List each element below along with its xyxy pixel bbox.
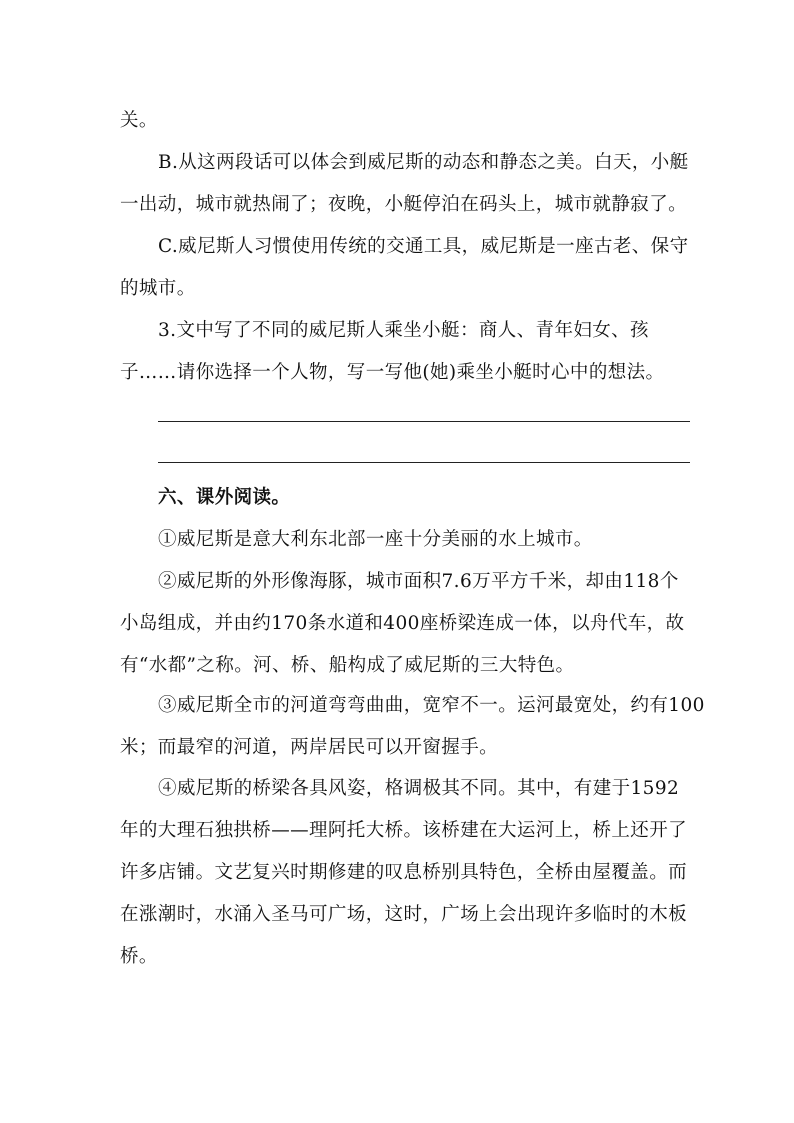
paragraph-3-line-2: 米；而最窄的河道，两岸居民可以开窗握手。 xyxy=(120,737,499,758)
paragraph-4-line-2: 年的大理石独拱桥——理阿托大桥。该桥建在大运河上，桥上还开了 xyxy=(120,820,688,841)
answer-blank-line-2[interactable] xyxy=(158,462,690,463)
paragraph-4-line-4: 在涨潮时，水涌入圣马可广场，这时，广场上会出现许多临时的木板 xyxy=(120,904,688,925)
option-c-line-2: 的城市。 xyxy=(120,278,196,299)
paragraph-4-line-3: 许多店铺。文艺复兴时期修建的叹息桥别具特色，全桥由屋覆盖。而 xyxy=(120,862,688,883)
answer-blank-line-1[interactable] xyxy=(158,421,690,422)
paragraph-2-line-3: 有“水都”之称。河、桥、船构成了威尼斯的三大特色。 xyxy=(120,655,575,676)
option-b-line-1: B.从这两段话可以体会到威尼斯的动态和静态之美。白天，小艇 xyxy=(158,152,689,173)
text-line-continuation: 关。 xyxy=(120,110,158,131)
paragraph-4-line-5: 桥。 xyxy=(120,946,158,967)
option-c-line-1: C.威尼斯人习惯使用传统的交通工具，威尼斯是一座古老、保守 xyxy=(158,236,689,257)
paragraph-2-line-1: ②威尼斯的外形像海豚，城市面积7.6万平方千米，却由118个 xyxy=(158,571,679,592)
question-3-line-2: 子……请你选择一个人物，写一写他(她)乘坐小艇时心中的想法。 xyxy=(120,362,665,383)
section-6-heading: 六、课外阅读。 xyxy=(158,487,291,508)
option-b-line-2: 一出动，城市就热闹了；夜晚，小艇停泊在码头上，城市就静寂了。 xyxy=(120,194,688,215)
paragraph-2-line-2: 小岛组成，并由约170条水道和400座桥梁连成一体，以舟代车，故 xyxy=(120,613,685,634)
paragraph-3-line-1: ③威尼斯全市的河道弯弯曲曲，宽窄不一。运河最宽处，约有100 xyxy=(158,695,705,716)
paragraph-4-line-1: ④威尼斯的桥梁各具风姿，格调极其不同。其中，有建于1592 xyxy=(158,778,680,799)
paragraph-1-line-1: ①威尼斯是意大利东北部一座十分美丽的水上城市。 xyxy=(158,529,593,550)
question-3-line-1: 3.文中写了不同的威尼斯人乘坐小艇：商人、青年妇女、孩 xyxy=(158,320,649,341)
